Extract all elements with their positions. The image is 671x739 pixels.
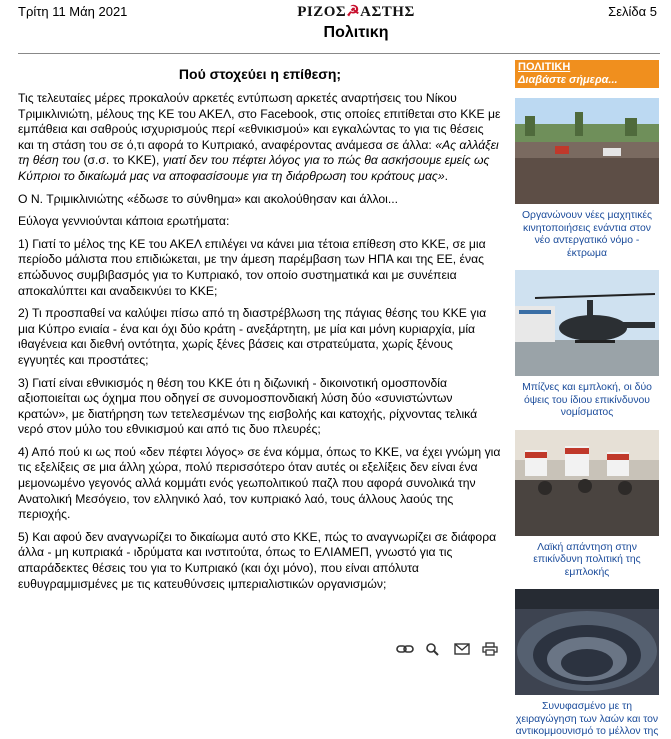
parliament-photo[interactable] (515, 589, 659, 695)
logo-text-left: ΡΙΖΟΣ (297, 4, 347, 20)
sidebar-card[interactable] (515, 98, 659, 260)
article-paragraph: Ο Ν. Τριμικλινιώτης «έδωσε το σύνθημα» και ακολούθησαν και άλλοι... (18, 191, 399, 206)
question-4: 4) Από πού κι ως πού «δεν πέφτει λόγος» σε ένα κόμμα, όπως το ΚΚΕ, να έχει γνώμη για τις εξελίξεις σε μια άλλη χώρα, πολύ περισσότερο όταν αυτές οι εξελίξεις δεν είναι ένα μεμονωμένο γεγονός αλλά κομμάτι ενός γεωπολιτικού παζλ που αφορά συνολικά την Ανατολική Μεσόγειο, τον ελληνικό λαό, τον κυπριακό λαό, τους άλλους λαούς της περιοχής. (18, 444, 501, 522)
question-2: 2) Τι προσπαθεί να καλύψει πίσω από τη διαστρέβλωση της πάγιας θέσης του ΚΚΕ για μια Κύπρο ενιαία - ένα και όχι δύο κράτη - ανεξάρτητη, με μία και μόνη κυριαρχία, μία ιθαγένεια και διεθνή οντότητα, χωρίς ξένες βάσεις και στρατεύματα, χωρίς ξένους εγγυητές και προστάτες; (18, 306, 487, 367)
sidebar-card-caption[interactable]: Μπίζνες και εμπλοκή, οι δύο όψεις του ίδιου επικίνδυνου νομίσματος (522, 382, 652, 418)
print-icon[interactable] (481, 642, 499, 656)
paragraph-text: Τις τελευταίες μέρες προκαλούν αρκετές εντύπωση αρκετές αναρτήσεις του Νίκου Τριμικλινιώτη, μέλους της ΚΕ του ΑΚΕΛ, στο Facebook, στις οποίες επιτίθεται στο ΚΚΕ με εμπάθεια και σαθρούς ισχυρισμούς περί «εθνικισμού» και εγκαλώντας το για τις θέσεις και τη στάση του σε ό,τι αφορά το Κυπριακό, αναφέροντας ανάμεσα σε άλλα: (18, 91, 501, 152)
newspaper-logo[interactable] (296, 3, 416, 21)
sidebar-card-caption[interactable]: Οργανώνουν νέες μαχητικές κινητοποιήσεις ενάντια στον νέο αντεργατικό νόμο - έκτρωμα (521, 210, 653, 259)
issue-date: Τρίτη 11 Μάη 2021 (18, 4, 128, 19)
hammer-sickle-icon: ☭ (346, 4, 361, 20)
sidebar-header (515, 60, 659, 88)
header-divider (18, 53, 660, 54)
article (18, 64, 502, 599)
section-title: Πολιτικη (323, 24, 389, 41)
logo-text-right: ΑΣΤΗΣ (360, 4, 415, 20)
question-5: 5) Και αφού δεν αναγνωρίζει το δικαίωμα αυτό στο ΚΚΕ, πώς το αναγνωρίζει σε διάφορα άλλα - μη κυπριακά - ιδρύματα και ινστιτούτα, όπως το ΕΛΙΑΜΕΠ, γνωστό για τις απαράδεκτες θέσεις του για το Κυπριακό (και όχι μόνο), που είναι απόλυτα ευθυγραμμισμένες με τις κατευθύνσεις ιμπεριαλιστικών οργανισμών; (18, 529, 497, 591)
protest-photo[interactable] (515, 98, 659, 204)
quote-text: γιατί δεν του πέφτει λόγος για το πώς θα ασκήσουμε εμείς ως Κύπριοι το δικαίωμά μας να αποφασίσουμε για τη διάρθρωση του κράτους μας» (18, 153, 490, 183)
article-tools (396, 642, 505, 660)
page-number: Σελίδα 5 (608, 4, 657, 19)
masthead[interactable] (296, 3, 416, 42)
page-header (0, 0, 671, 52)
sidebar-card[interactable] (515, 430, 659, 580)
sidebar (515, 60, 659, 739)
sidebar-card-caption[interactable]: Συνυφασμένο με τη χειραγώγηση των λαών και τον αντικομμουνισμό το μέλλον της (515, 701, 659, 737)
paragraph-text: . (444, 168, 449, 183)
quote-text: «Ας αλλάξει τη θέση του (18, 137, 499, 168)
article-paragraph (18, 91, 502, 185)
helicopter-photo[interactable] (515, 270, 659, 376)
sidebar-section-link[interactable]: ΠΟΛΙΤΙΚΗ (518, 61, 571, 73)
demonstration-photo[interactable] (515, 430, 659, 536)
article-title: Πού στοχεύει η επίθεση; (178, 66, 342, 82)
question-1: 1) Γιατί το μέλος της ΚΕ του ΑΚΕΛ επιλέγει να κάνει μια τέτοια επίθεση στο ΚΚΕ, σε μια περίοδο μάλιστα που επιδιώκεται, με την άμεση παρέμβαση των ΗΠΑ και της ΕΕ, ένας επώδυνος συμβιβασμός για το Κυπριακό, τον οποίο συστηματικά και με συνέπεια αποκαλύπτει και αναδεικνύει το ΚΚΕ; (18, 236, 486, 298)
link-icon[interactable] (396, 642, 414, 656)
sidebar-card[interactable] (515, 270, 659, 420)
paragraph-text: (σ.σ. το ΚΚΕ), (83, 153, 163, 168)
sidebar-card-caption[interactable]: Λαϊκή απάντηση στην επικίνδυνη πολιτική της εμπλοκής (533, 541, 641, 578)
search-icon[interactable] (424, 642, 442, 656)
sidebar-card[interactable] (515, 589, 659, 739)
sidebar-read-today: Διαβάστε σήμερα... (518, 74, 618, 86)
article-paragraph: Εύλογα γεννιούνται κάποια ερωτήματα: (18, 214, 230, 229)
question-3: 3) Γιατί είναι εθνικισμός η θέση του ΚΚΕ ότι η διζωνική - δικοινοτική ομοσπονδία αξιοποιείται ως όχημα που οδηγεί σε συνομοσπονδιακή λύση δύο «συνιστώντων κρατών», με διατήρηση των τετελεσμένων της εισβολής και κατοχής, ρίχνοντας τελικά νερό στον μύλο του εθνικισμού και από τις δυο πλευρές; (18, 375, 478, 437)
mail-icon[interactable] (453, 642, 471, 656)
